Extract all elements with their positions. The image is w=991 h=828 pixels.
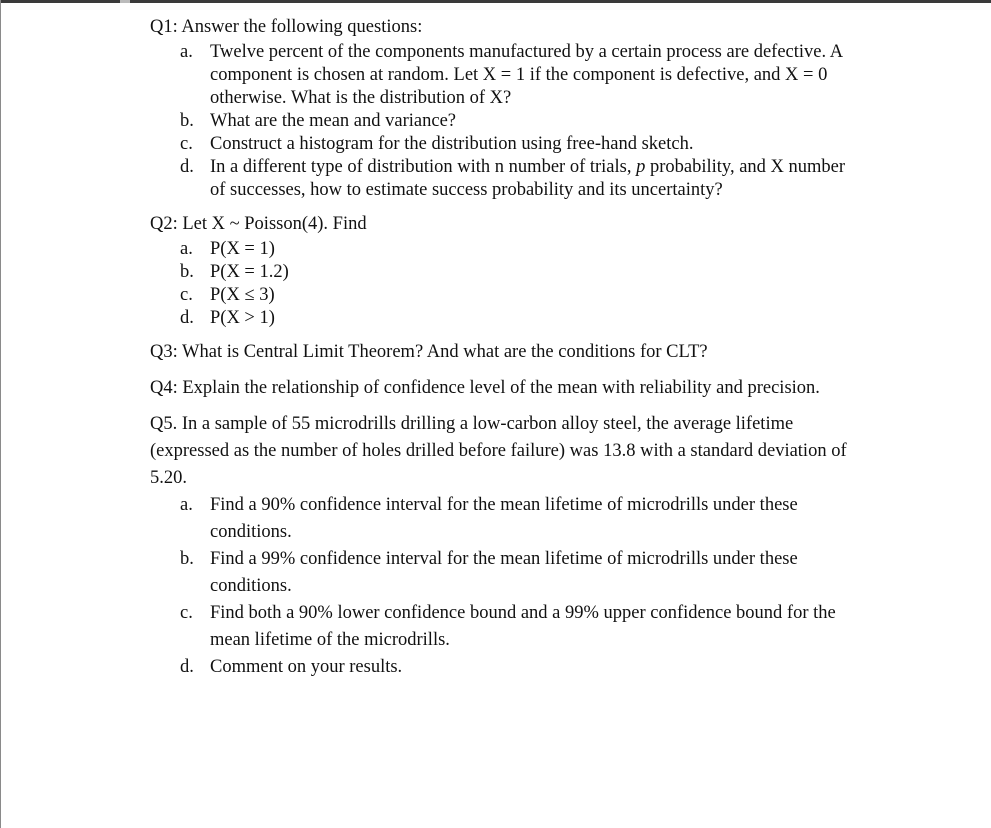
question-2-parts	[150, 238, 850, 330]
part-text-pre: In a different type of distribution with n number of trials,	[210, 157, 637, 177]
question-1-part-a	[180, 41, 850, 110]
part-label: b.	[180, 111, 194, 131]
page-left-border	[0, 0, 1, 828]
question-2-part-d	[180, 307, 850, 330]
part-label: b.	[180, 262, 194, 282]
part-text: Find a 99% confidence interval for the mean lifetime of microdrills under these conditions.	[210, 549, 798, 596]
part-text: Comment on your results.	[210, 657, 403, 677]
part-label: c.	[180, 134, 193, 154]
window-top-border	[0, 0, 991, 3]
question-5-part-c	[180, 600, 850, 654]
question-5-heading: Q5. In a sample of 55 microdrills drilling a low-carbon alloy steel, the average lifetime (expressed as the number of holes drilled before failure) was 13.8 with a standard deviation of 5.20.	[150, 414, 847, 488]
part-label: b.	[180, 549, 194, 569]
part-text-italic-p: p	[636, 157, 646, 177]
part-text: P(X > 1)	[210, 308, 275, 328]
part-text: P(X = 1.2)	[210, 262, 289, 282]
part-label: a.	[180, 239, 193, 259]
question-4: Q4: Explain the relationship of confidence level of the mean with reliability and precision.	[150, 378, 820, 398]
question-5-part-d	[180, 654, 850, 681]
question-2	[150, 211, 850, 330]
part-text: What are the mean and variance?	[210, 111, 457, 131]
part-label: d.	[180, 308, 194, 328]
question-3: Q3: What is Central Limit Theorem? And what are the conditions for CLT?	[150, 342, 708, 362]
question-1-parts	[150, 41, 850, 202]
part-text	[210, 156, 850, 202]
question-2-part-b	[180, 261, 850, 284]
top-border-marker	[120, 0, 130, 3]
part-label: d.	[180, 157, 194, 177]
question-1	[150, 14, 850, 202]
question-1-part-d	[180, 156, 850, 202]
part-label: c.	[180, 285, 193, 305]
question-2-part-a	[180, 238, 850, 261]
part-text: Find both a 90% lower confidence bound and a 99% upper confidence bound for the mean lifetime of the microdrills.	[210, 603, 836, 650]
part-text: P(X = 1)	[210, 239, 275, 259]
document-page	[150, 14, 850, 681]
part-text-post: probability, and X number of successes, how to estimate success probability and its uncertainty?	[210, 157, 846, 200]
question-5-parts	[150, 492, 850, 681]
question-2-part-c	[180, 284, 850, 307]
part-label: c.	[180, 603, 193, 623]
part-label: a.	[180, 495, 193, 515]
part-text: Twelve percent of the components manufactured by a certain process are defective. A component is chosen at random. Let X = 1 if the component is defective, and X = 0 otherwise. What is the distribution of X?	[210, 42, 843, 108]
part-text: Find a 90% confidence interval for the mean lifetime of microdrills under these conditions.	[210, 495, 798, 542]
question-1-part-c	[180, 133, 850, 156]
question-1-heading: Q1: Answer the following questions:	[150, 17, 423, 37]
part-text: P(X ≤ 3)	[210, 285, 275, 305]
part-label: a.	[180, 42, 193, 62]
question-5-part-b	[180, 546, 850, 600]
question-2-heading: Q2: Let X ~ Poisson(4). Find	[150, 214, 367, 234]
question-5	[150, 411, 850, 681]
question-5-part-a	[180, 492, 850, 546]
part-label: d.	[180, 657, 194, 677]
part-text: Construct a histogram for the distribution using free-hand sketch.	[210, 134, 694, 154]
question-1-part-b	[180, 110, 850, 133]
